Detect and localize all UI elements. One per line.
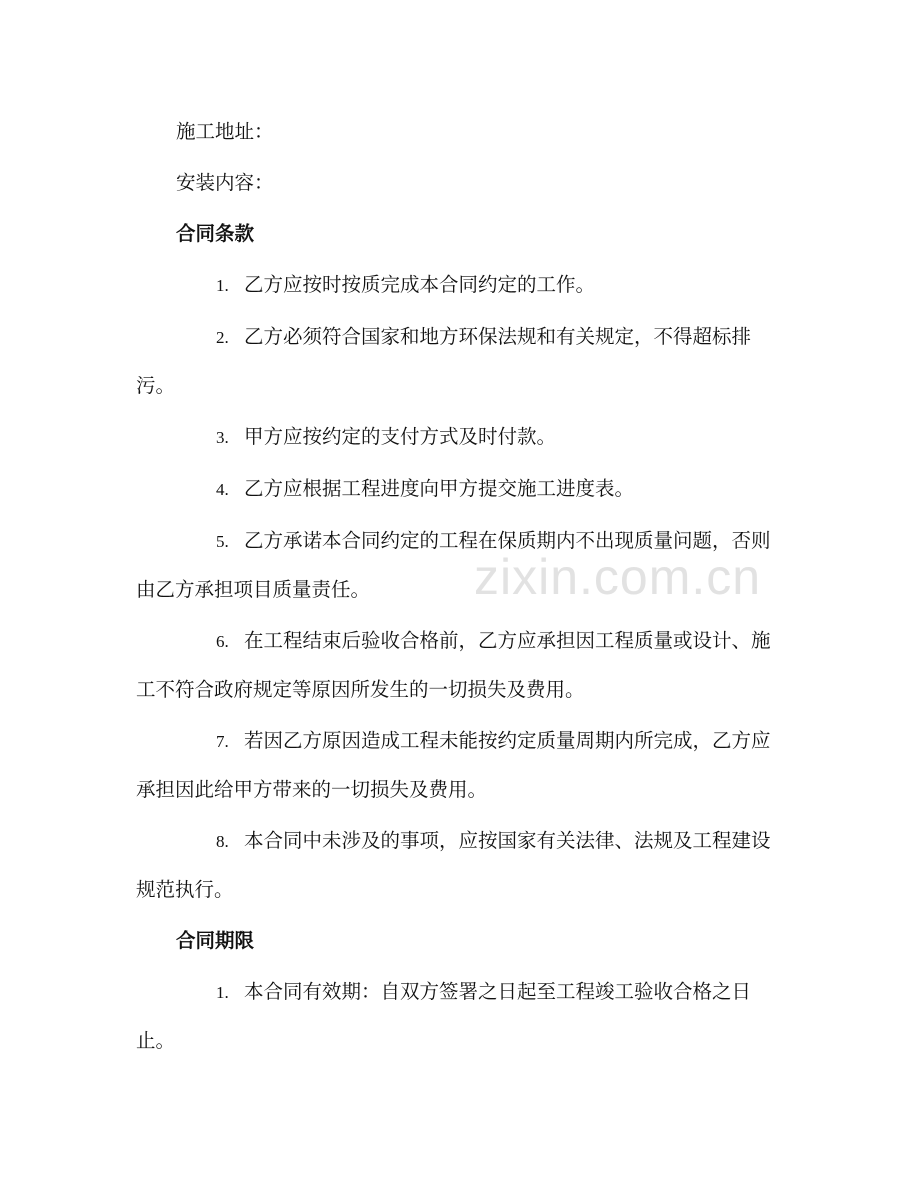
list-item-text: 本合同有效期：自双方签署之日起至工程竣工验收合格之日止。 xyxy=(136,980,752,1052)
list-item-text: 若因乙方原因造成工程未能按约定质量周期内所完成，乙方应承担因此给甲方带来的一切损失及费用。 xyxy=(136,729,771,801)
list-item-number: 5. xyxy=(216,532,229,551)
list-item xyxy=(136,313,776,410)
list-item-text: 本合同中未涉及的事项，应按国家有关法律、法规及工程建设规范执行。 xyxy=(136,829,771,901)
list-item-number: 3. xyxy=(216,428,229,447)
list-item-text: 甲方应按约定的支付方式及时付款。 xyxy=(244,425,557,448)
section-heading-contract-terms: 合同条款 xyxy=(176,222,255,245)
list-item-text: 乙方应根据工程进度向甲方提交施工进度表。 xyxy=(244,477,635,500)
list-item-number: 1. xyxy=(216,983,229,1002)
list-item xyxy=(136,817,776,914)
list-item xyxy=(136,617,776,714)
list-item-number: 4. xyxy=(216,480,229,499)
list-item-number: 7. xyxy=(216,732,229,751)
list-item xyxy=(136,465,776,514)
list-item xyxy=(136,261,776,310)
section-heading-contract-term: 合同期限 xyxy=(176,929,255,952)
list-item-text: 乙方承诺本合同约定的工程在保质期内不出现质量问题，否则由乙方承担项目质量责任。 xyxy=(136,529,771,601)
list-item-number: 1. xyxy=(216,276,229,295)
list-item-text: 乙方应按时按质完成本合同约定的工作。 xyxy=(244,273,596,296)
list-item-number: 2. xyxy=(216,328,229,347)
list-item xyxy=(136,413,776,462)
list-item-text: 在工程结束后验收合格前，乙方应承担因工程质量或设计、施工不符合政府规定等原因所发生的一切损失及费用。 xyxy=(136,629,771,701)
field-installation-content: 安装内容： xyxy=(176,171,274,194)
list-item-number: 6. xyxy=(216,632,229,651)
list-item xyxy=(136,717,776,814)
field-construction-address: 施工地址： xyxy=(176,120,274,143)
list-item-number: 8. xyxy=(216,832,229,851)
list-item-text: 乙方必须符合国家和地方环保法规和有关规定，不得超标排污。 xyxy=(136,325,752,397)
watermark: zixin.com.cn xyxy=(474,549,762,605)
list-item xyxy=(136,968,776,1065)
